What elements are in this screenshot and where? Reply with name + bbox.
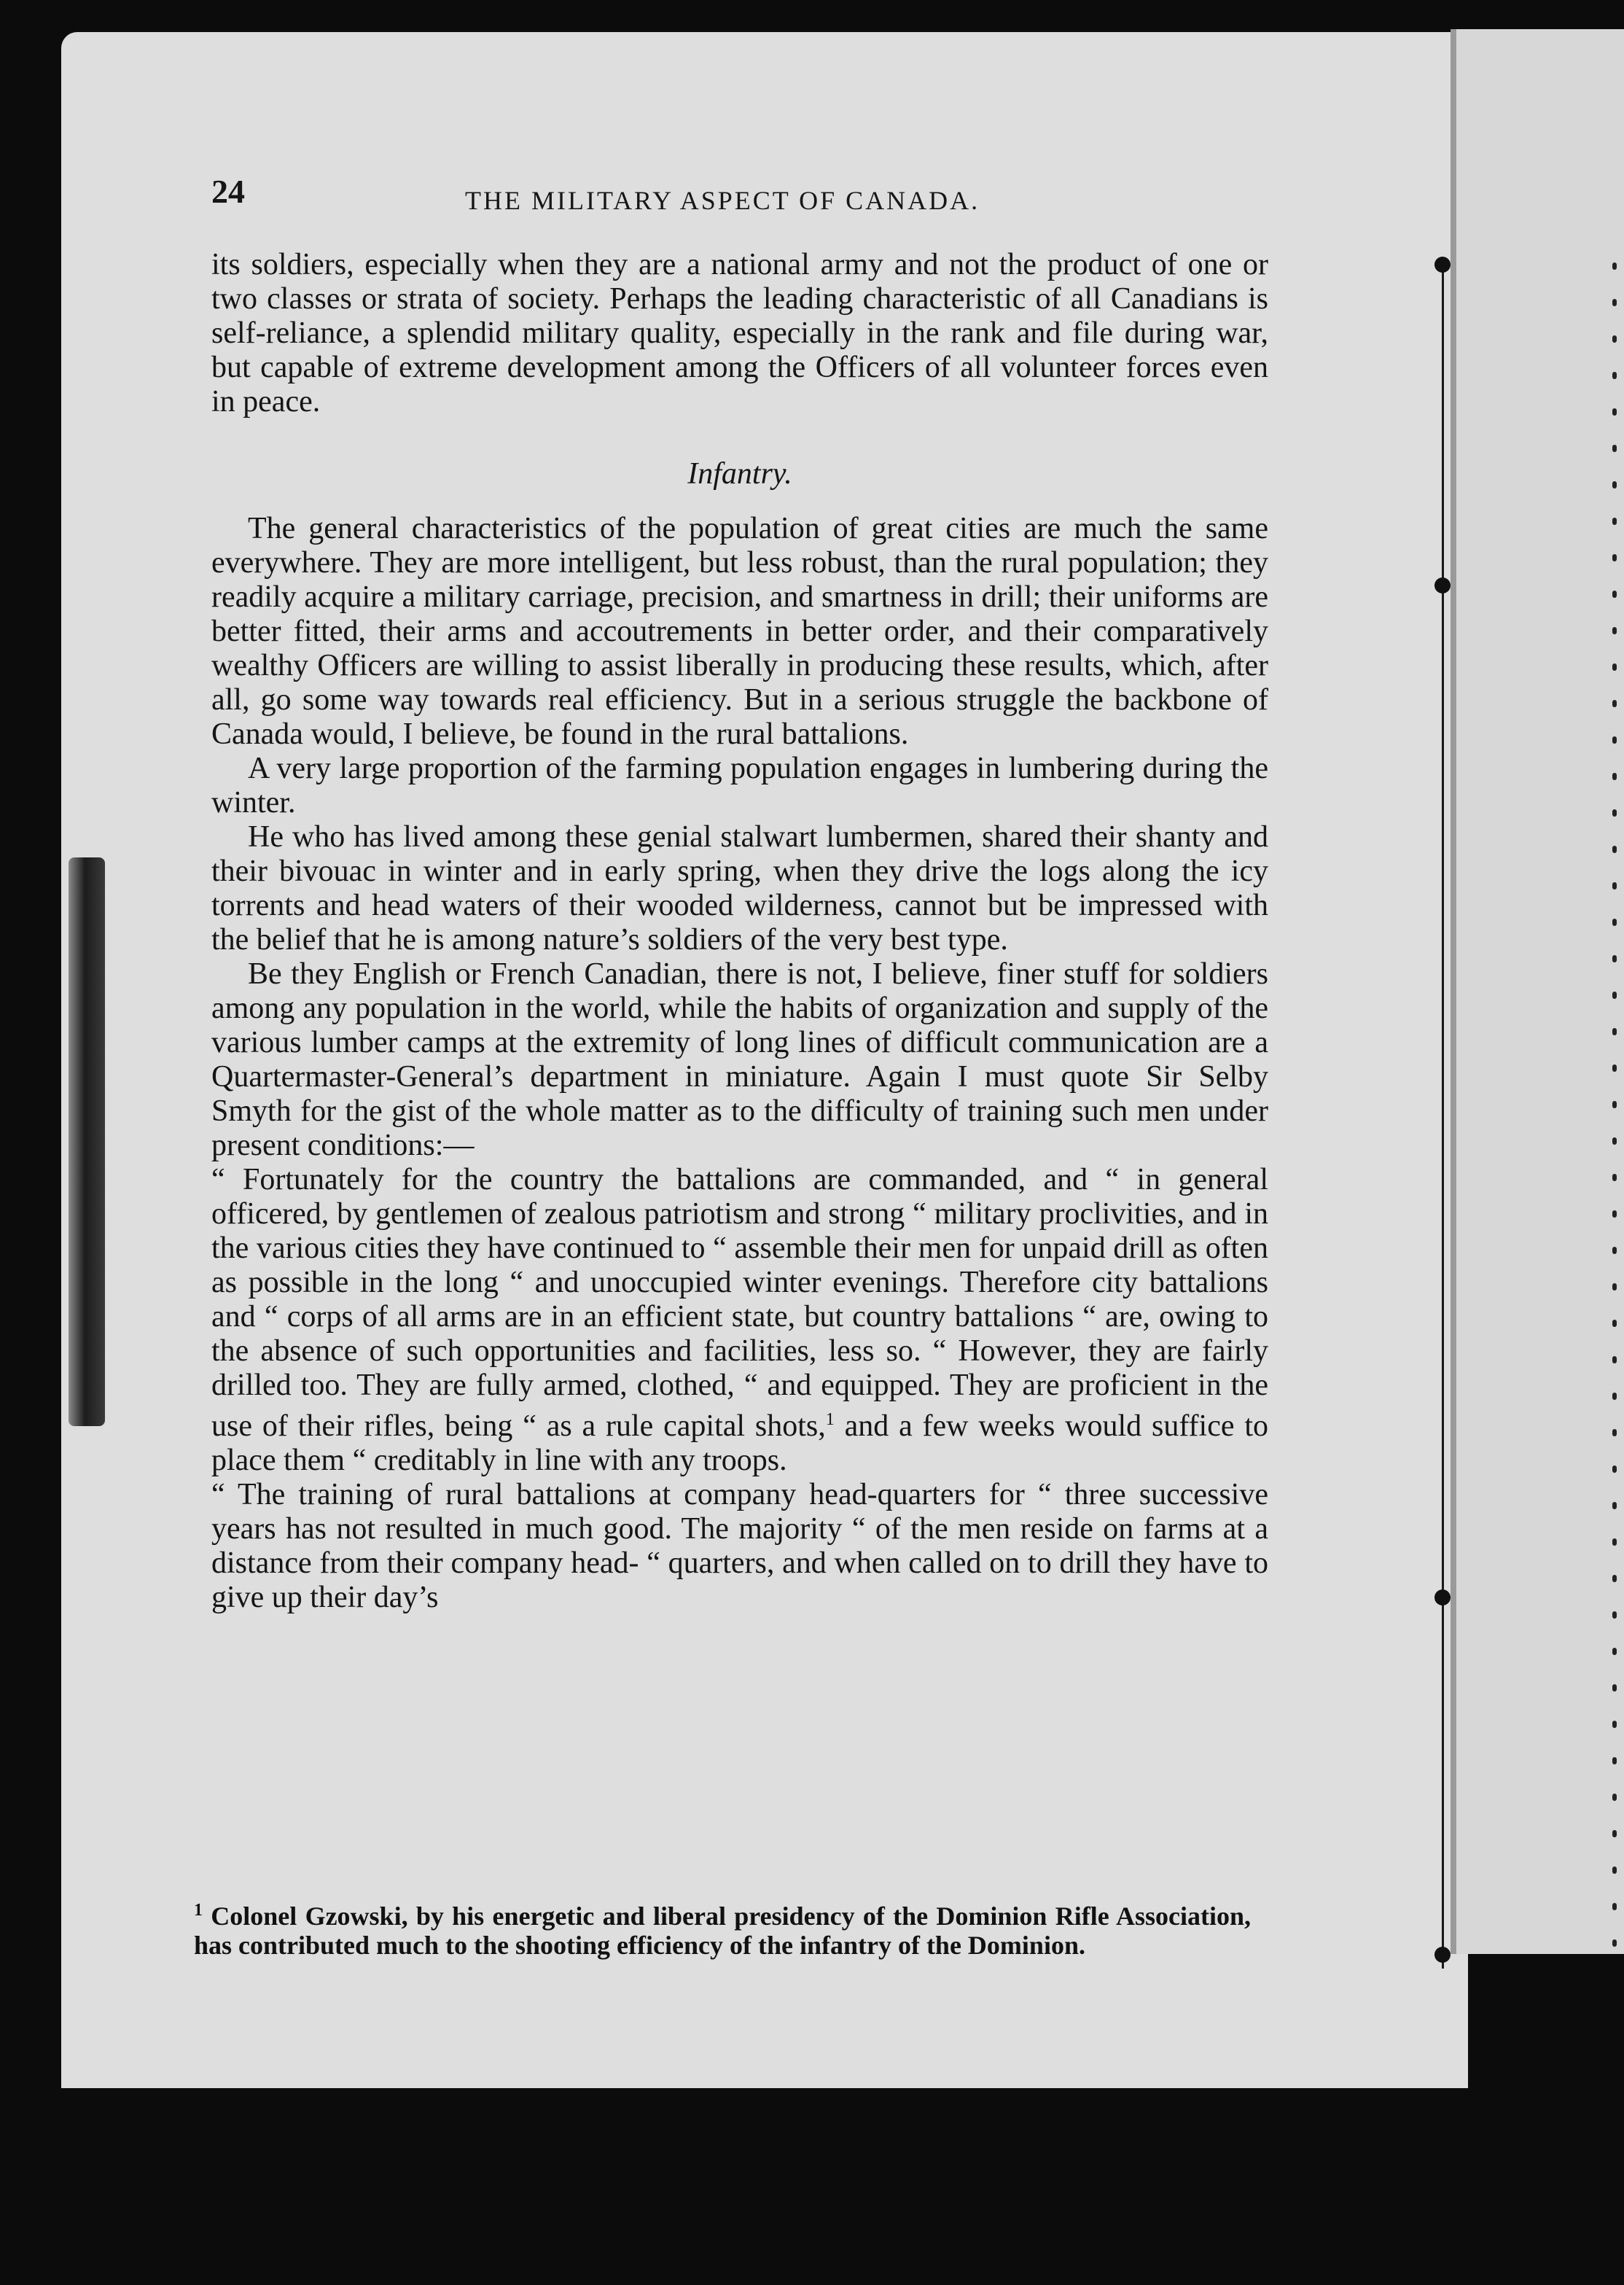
running-title: THE MILITARY ASPECT OF CANADA. (465, 186, 980, 215)
footnote (194, 1896, 1251, 1960)
binding-knot (1434, 577, 1451, 593)
binding-knot (1434, 1589, 1451, 1605)
page-number: 24 (211, 173, 245, 210)
quote-paragraph (211, 1163, 1268, 1478)
paragraph: He who has lived among these genial stalwart lumbermen, shared their shanty and their bivouac in winter and in early spring, when they drive the logs along the icy torrents and head waters of their wooded wilderness, cannot but be impressed with the belief that he is among nature’s soldiers of the very best type. (211, 820, 1268, 957)
paragraph: The general characteristics of the population of great cities are much the same everywhere. They are more intelligent, but less robust, than the rural population; they readily acquire a military carriage, precision, and smartness in drill; their uniforms are better fitted, their arms and accoutrements in better order, and their comparatively wealthy Officers are willing to assist liberally in producing these results, which, after all, go some way towards real efficiency. But in a serious struggle the backbone of Canada would, I believe, be found in the rural battalions. (211, 512, 1268, 751)
block-quote (211, 1163, 1268, 1615)
footnote-number: 1 (194, 1901, 203, 1920)
quote-text: and a few weeks would suffice to place them “ creditably in line with any troops. (211, 1409, 1268, 1477)
paragraph: Be they English or French Canadian, there is not, I believe, finer stuff for soldiers among any population in the world, while the habits of organization and supply of the various lumber camps at the extremity of long lines of difficult communication are a Quartermaster-General’s department in miniature. Again I must quote Sir Selby Smyth for the gist of the whole matter as to the difficulty of training such men under present conditions:— (211, 957, 1268, 1162)
page-header (211, 172, 1261, 216)
section-heading: Infantry. (687, 457, 792, 491)
quote-paragraph: “ The training of rural battalions at company head-quarters for “ three successive years has not resulted in much good. The majority “ of the men reside on farms at a distance from their company head- “ quarters, and when called on to drill they have to give up their day’s (211, 1478, 1268, 1614)
binding-knot-top (1434, 257, 1451, 273)
page-body (211, 248, 1268, 1615)
footnote-text: Colonel Gzowski, by his energetic and liberal presidency of the Dominion Rifle Association, has contributed much to the shooting efficiency of the infantry of the Dominion. (194, 1901, 1251, 1960)
quote-text: “ Fortunately for the country the battalions are commanded, and “ in general officered, by gentlemen of zealous patriotism and strong “ military proclivities, and in the various cities they have continued to “ assemble their men for unpaid drill as often as possible in the long “ and unoccupied winter evenings. Therefore city battalions and “ corps of all arms are in an efficient state, but country battalions “ are, owing to the absence of such opportunities and facilities, less so. “ However, they are fairly drilled too. They are fully armed, clothed, “ and equipped. They are proficient in the use of their rifles, being “ as a rule capital shots, (211, 1163, 1268, 1443)
binding-clip (69, 857, 105, 1426)
facing-page-text-edge (1612, 262, 1623, 2027)
paragraph: its soldiers, especially when they are a national army and not the product of one or two classes or strata of society. Perhaps the leading characteristic of all Canadians is self-reliance, a splendid military quality, especially in the rank and file during war, but capable of extreme development among the Officers of all volunteer forces even in peace. (211, 248, 1268, 419)
page-fold (1451, 29, 1456, 1954)
footnote-reference: 1 (825, 1410, 835, 1429)
paragraph: A very large proportion of the farming population engages in lumbering during the winter. (211, 752, 1268, 820)
facing-page-edge (1451, 29, 1624, 1954)
binding-knot-bottom (1434, 1947, 1451, 1963)
binding-thread (1442, 262, 1444, 1969)
